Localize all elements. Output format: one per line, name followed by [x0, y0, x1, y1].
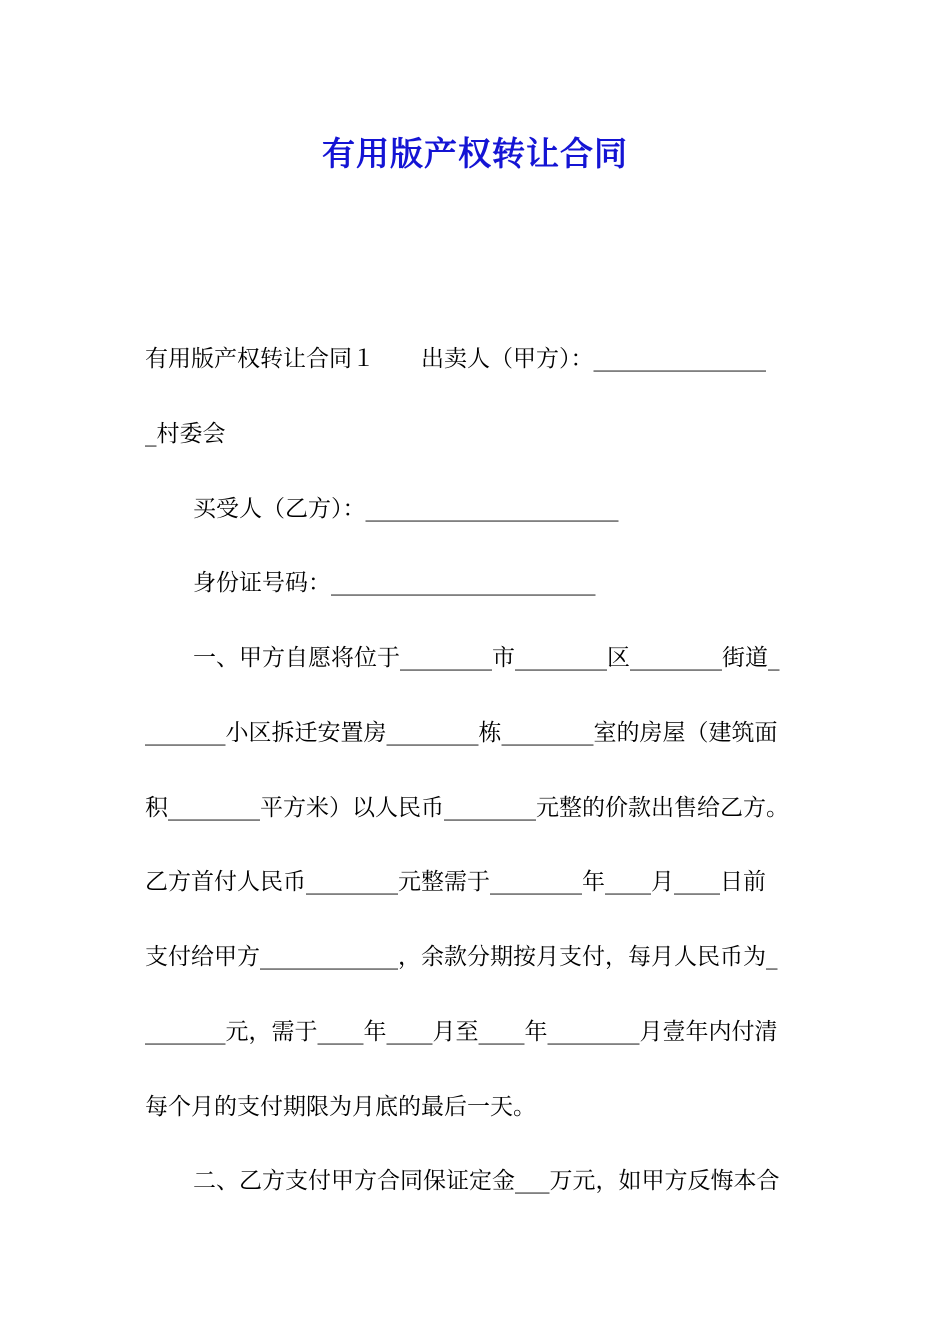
contract-line-id-number: 身份证号码：_______________________	[193, 570, 596, 596]
contract-clause-1-line-7: 每个月的支付期限为月底的最后一天。	[145, 1094, 536, 1120]
contract-clause-2-line-1: 二、乙方支付甲方合同保证定金___万元，如甲方反悔本合	[193, 1168, 780, 1194]
document-title: 有用版产权转让合同	[322, 134, 628, 173]
contract-clause-1-line-3: 积________平方米）以人民币________元整的价款出售给乙方。	[145, 795, 789, 821]
contract-clause-1-line-1: 一、甲方自愿将位于________市________区________街道_	[193, 645, 780, 671]
contract-clause-1-line-2: _______小区拆迁安置房________栋________室的房屋（建筑面	[145, 720, 778, 746]
contract-line-buyer: 买受人（乙方）：______________________	[193, 496, 619, 522]
contract-clause-1-line-5: 支付给甲方____________，余款分期按月支付，每月人民币为_	[145, 944, 778, 970]
contract-clause-1-line-6: _______元，需于____年____月至____年________月壹年内付清	[145, 1019, 778, 1045]
contract-clause-1-line-4: 乙方首付人民币________元整需于________年____月____日前	[145, 869, 766, 895]
contract-line-seller: 有用版产权转让合同１ 出卖人（甲方）：_______________	[145, 346, 766, 372]
contract-line-village-committee: _村委会	[145, 421, 226, 447]
